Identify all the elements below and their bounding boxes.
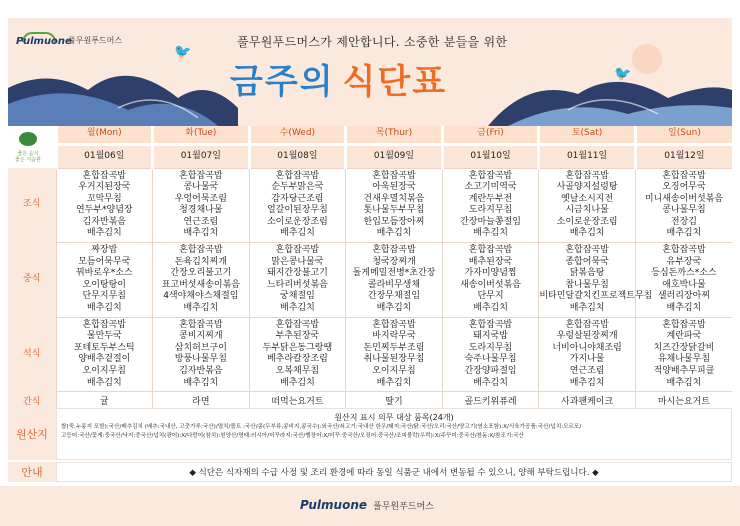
snack-cell: 마시는요거트 — [635, 392, 732, 414]
menu-cell — [153, 243, 250, 318]
menu-item: 닭볶음탕 — [569, 268, 605, 279]
menu-item: 돈육김치찌개 — [174, 256, 227, 267]
menu-item: 참나물무침 — [565, 279, 609, 290]
menu-item: 배추김치 — [376, 303, 412, 314]
menu-item: 혼합잡곡밥 — [662, 170, 706, 181]
day-header: 일(Sun) — [635, 126, 732, 144]
pulmuone-logo-icon: Pulmuone — [16, 32, 60, 48]
meal-row — [8, 317, 732, 392]
menu-cell — [249, 168, 346, 243]
brand-logo — [16, 32, 122, 48]
meal-icon-cell — [8, 126, 56, 168]
menu-item: 삼치허브구이 — [174, 342, 227, 353]
menu-cell — [442, 168, 539, 243]
day-header: 수(Wed) — [249, 126, 346, 144]
menu-item: 배추김치 — [569, 303, 605, 314]
date-header: 01월10일 — [442, 144, 539, 168]
origin-line: 쌀(죽,누룽지 포함):국산/배추김치 (배추:국내산, 고춧가루:국산)/멸치/볼트 :국산/콩(두부류,콩비지,콩국수):외국산/쇠고기:국내산 한우/돼지:국산/닭:국산/오리:국산/양고기(염소포함):X/식육가공품:국산/넙치:모르포/ — [61, 424, 582, 430]
menu-item: 우거지된장국 — [78, 182, 131, 193]
day-header: 금(Fri) — [442, 126, 539, 144]
menu-item: 혼합잡곡밥 — [179, 245, 223, 256]
menu-item: 꿔바로우*소스 — [75, 268, 133, 279]
menu-item: 콩나물국 — [183, 182, 219, 193]
menu-item: 배추김치 — [376, 228, 412, 239]
menu-item: 우렁살된장찌개 — [556, 331, 618, 342]
menu-item: 취나물된장무침 — [363, 354, 425, 365]
menu-item: 샐러리장아찌 — [657, 291, 711, 302]
notice-text: ◆ 식단은 식자재의 수급 사정 및 조리 환경에 따라 동일 식품군 내에서 변동될 수 있으니, 양해 부탁드립니다. ◆ — [56, 462, 732, 482]
snack-label: 간식 — [8, 392, 56, 414]
menu-cell — [539, 317, 636, 392]
menu-item: 배추김치 — [183, 303, 219, 314]
menu-item: 배추김치 — [473, 228, 508, 239]
menu-item: 표고버섯새송이볶음 — [161, 279, 240, 290]
menu-item: 혼합잡곡밥 — [82, 319, 127, 330]
menu-item: 혼합잡곡밥 — [179, 319, 223, 330]
menu-item: 배추김치 — [376, 377, 412, 388]
origin-title: 원산지 표시 의무 대상 품목(24개) — [334, 413, 454, 422]
footer-logo — [300, 498, 434, 512]
menu-cell — [635, 243, 732, 318]
menu-item: 혼합잡곡밥 — [468, 245, 513, 256]
magpie-icon: 🐦 — [174, 44, 192, 60]
menu-item: 유부장국 — [666, 256, 702, 267]
menu-cell — [539, 243, 653, 318]
menu-item: 짜장밥 — [91, 245, 118, 256]
menu-item: 미니새송이버섯볶음 — [644, 193, 724, 204]
date-header: 01월09일 — [346, 144, 443, 168]
meal-label: 중식 — [8, 243, 56, 318]
menu-item: 배추김치 — [666, 228, 702, 239]
menu-cell — [539, 168, 636, 243]
menu-item: 양배추겉절이 — [78, 354, 131, 365]
origin-body — [56, 408, 732, 460]
notice-section — [8, 462, 732, 482]
menu-item: 돈민찌두부조림 — [363, 342, 425, 353]
menu-cell — [346, 168, 443, 243]
menu-item: 감자당근조림 — [271, 193, 324, 204]
menu-item: 가자미양념찜 — [464, 268, 517, 279]
menu-item: 오이지무침 — [372, 366, 416, 376]
menu-item: 돼지국밥 — [473, 331, 508, 342]
menu-item: 배추김치 — [280, 377, 315, 388]
brand-sub: 풀무원푸드머스 — [68, 35, 123, 45]
bowl-icon: 좋은 음식 좋은 식습관 — [8, 130, 48, 164]
menu-item: 부추된장국 — [275, 331, 320, 342]
menu-item: 김자반볶음 — [82, 216, 127, 227]
date-header: 01월08일 — [249, 144, 346, 168]
menu-item: 종합어묵국 — [565, 256, 609, 267]
menu-item: 혼합잡곡밥 — [662, 319, 706, 330]
menu-item: 연두부*양념장 — [75, 205, 133, 216]
meal-label: 석식 — [8, 317, 56, 392]
menu-cell — [635, 168, 732, 243]
menu-item: 너비아니야채조림 — [552, 342, 622, 353]
menu-cell — [635, 317, 732, 392]
date-header: 01월06일 — [56, 144, 153, 168]
menu-item: 돼지간장불고기 — [266, 268, 328, 279]
snack-cell: 라면 — [153, 392, 250, 414]
menu-item: 배추김치 — [280, 303, 315, 314]
footer-brand-sub: 풀무원푸드머스 — [373, 501, 434, 512]
menu-item: 콩나물무침 — [662, 205, 706, 216]
menu-item: 도라지무침 — [468, 342, 513, 353]
menu-item: 치즈간장닭갈비 — [653, 342, 715, 353]
menu-item: 혼합잡곡밥 — [372, 170, 416, 181]
menu-item: 혼합잡곡밥 — [372, 245, 416, 256]
menu-item: 사골양지설렁탕 — [556, 182, 618, 193]
menu-cell — [442, 243, 539, 318]
notice-label: 안내 — [8, 462, 56, 482]
menu-item: 혼합잡곡밥 — [82, 170, 127, 181]
menu-item: 새송이버섯볶음 — [460, 279, 521, 290]
menu-item: 김자반볶음 — [179, 366, 223, 376]
menu-item: 방풍나물무침 — [174, 354, 227, 365]
day-header: 토(Sat) — [539, 126, 636, 144]
menu-cell — [346, 243, 443, 318]
menu-item: 배추김치 — [183, 377, 219, 388]
magpie-icon: 🐦 — [614, 66, 632, 82]
date-header: 01월12일 — [635, 144, 732, 168]
menu-item: 혼합잡곡밥 — [662, 245, 706, 256]
menu-item: 계란두부전 — [468, 193, 513, 204]
menu-item: 오이탕탕이 — [82, 279, 127, 290]
menu-item: 돌게메밀전병*초간장 — [352, 268, 436, 279]
menu-item: 우엉어묵조림 — [174, 193, 227, 204]
menu-item: 배추김치 — [473, 303, 508, 314]
menu-item: 연근조림 — [569, 366, 605, 376]
footer — [0, 486, 740, 526]
header-banner — [8, 18, 732, 126]
menu-item: 혼합잡곡밥 — [275, 319, 320, 330]
menu-item: 비타민달걀치킨프로젝트무침 — [539, 291, 653, 302]
menu-item: 두부닭은동그랑땡 — [262, 342, 333, 353]
menu-item: 건새우멸치볶음 — [363, 193, 425, 204]
menu-item: 배추김치 — [183, 228, 219, 239]
menu-cell — [56, 168, 153, 243]
menu-item: 소고기미역국 — [464, 182, 517, 193]
snack-cell: 귤 — [56, 392, 153, 414]
menu-item: 혼합잡곡밥 — [565, 319, 609, 330]
menu-item: 혼합잡곡밥 — [565, 245, 609, 256]
menu-item: 배추김치 — [280, 228, 315, 239]
menu-item: 애호박나물 — [662, 279, 706, 290]
snack-cell: 딸기 — [346, 392, 443, 414]
menu-item: 4색야채야스채절임 — [163, 291, 239, 302]
menu-cell — [56, 243, 153, 318]
snack-cell: 떠먹는요거트 — [249, 392, 346, 414]
date-header: 01월11일 — [539, 144, 636, 168]
menu-cell — [442, 317, 539, 392]
menu-item: 전장김 — [670, 216, 697, 227]
menu-item: 오징어무국 — [662, 182, 706, 193]
menu-item: 혼합잡곡밥 — [179, 170, 223, 181]
origin-label: 원산지 — [8, 408, 56, 460]
menu-item: 간장양파절임 — [464, 366, 517, 376]
header-subtitle: 풀무원푸드머스가 제안합니다. 소중한 분들을 위한 — [237, 35, 508, 49]
menu-item: 등심돈까스*소스 — [651, 268, 717, 279]
meal-row — [8, 168, 732, 243]
menu-cell — [249, 243, 346, 318]
menu-item: 배추김치 — [666, 377, 702, 388]
menu-item: 얼갈이된장무침 — [266, 205, 328, 216]
menu-item: 혼합잡곡밥 — [372, 319, 416, 330]
sun-decoration — [632, 44, 662, 74]
menu-item: 베추라칼장조림 — [266, 354, 328, 365]
menu-item: 혼합잡곡밥 — [468, 170, 513, 181]
page-title: 금주의 식단표 — [230, 62, 448, 102]
menu-item: 유채나물무침 — [657, 354, 711, 365]
menu-item: 청국장찌개 — [372, 256, 416, 267]
snack-cell: 사과팬케이크 — [539, 392, 636, 414]
menu-item: 혼합잡곡밥 — [468, 319, 513, 330]
footer-brand: Pulmuone — [300, 498, 367, 512]
day-header: 화(Tue) — [153, 126, 250, 144]
menu-item: 간장마늘쫑절임 — [460, 216, 521, 227]
menu-cell — [249, 317, 346, 392]
menu-item: 소이로운장조림 — [556, 216, 618, 227]
menu-item: 배추김치 — [569, 228, 605, 239]
menu-item: 연근조림 — [183, 216, 219, 227]
snack-cell: 골드키위퓨레 — [442, 392, 539, 414]
menu-item: 느타리버섯볶음 — [266, 279, 328, 290]
menu-table — [8, 126, 732, 414]
menu-item: 오이지무침 — [82, 366, 127, 376]
menu-item: 단무지 — [477, 291, 504, 302]
menu-item: 물만두국 — [86, 331, 122, 342]
menu-cell — [153, 317, 250, 392]
menu-cell — [153, 168, 250, 243]
menu-item: 한입모듬장아찌 — [363, 216, 425, 227]
menu-item: 배추김치 — [569, 377, 605, 388]
menu-item: 모듬어묵무국 — [78, 256, 131, 267]
menu-item: 시금치나물 — [565, 205, 609, 216]
menu-item: 톳나물두부무침 — [363, 205, 425, 216]
menu-item: 꼬막무침 — [86, 193, 122, 204]
menu-item: 적양배추무피클 — [653, 366, 715, 376]
day-header: 목(Thur) — [346, 126, 443, 144]
menu-item: 바지락무국 — [372, 331, 416, 342]
menu-item: 맑은콩나물국 — [271, 256, 324, 267]
menu-item: 배추김치 — [86, 303, 122, 314]
menu-item: 숙주나물무침 — [464, 354, 517, 365]
date-header: 01월07일 — [153, 144, 250, 168]
menu-item: 간장오리불고기 — [170, 268, 232, 279]
menu-item: 혼합잡곡밥 — [275, 245, 320, 256]
menu-item: 혼합잡곡밥 — [275, 170, 320, 181]
menu-item: 오복채무침 — [275, 366, 320, 376]
menu-item: 콩비지찌개 — [179, 331, 223, 342]
menu-item: 궁채절임 — [280, 291, 315, 302]
menu-item: 옛날소시지전 — [561, 193, 614, 204]
meal-label: 조식 — [8, 168, 56, 243]
menu-item: 순두부맑은국 — [271, 182, 324, 193]
menu-item: 가지나물 — [569, 354, 605, 365]
menu-item: 배추김치 — [86, 228, 122, 239]
menu-item: 배추된장국 — [468, 256, 513, 267]
meal-row — [8, 243, 732, 318]
origin-section — [8, 408, 732, 460]
menu-item: 소이로운장조림 — [266, 216, 328, 227]
origin-line: 고등어:국산/꽃게:중국산/낙지:중국산/넙치(광어):X/다랑어(참치):원양산/명태:러시아/미꾸라지:국산/뱀장어:X/미꾸:중국산/오징어:중국산/조피볼락(우럭):X/주꾸미:중국산/참돔:X/참조기:국산 — [61, 432, 524, 439]
day-header: 월(Mon) — [56, 126, 153, 144]
menu-item: 포테토두부스틱 — [73, 342, 135, 353]
menu-item: 배추김치 — [86, 377, 122, 388]
menu-item: 간장무채절임 — [367, 291, 421, 302]
menu-cell — [56, 317, 153, 392]
menu-item: 계란파국 — [666, 331, 702, 342]
menu-item: 배추김치 — [666, 303, 702, 314]
menu-item: 청경채나물 — [179, 205, 223, 216]
menu-item: 아욱된장국 — [372, 182, 416, 193]
menu-cell — [346, 317, 443, 392]
menu-item: 콜라비무생채 — [367, 279, 421, 290]
menu-item: 단무지무침 — [82, 291, 127, 302]
menu-item: 도라지무침 — [468, 205, 513, 216]
menu-item: 혼합잡곡밥 — [565, 170, 609, 181]
menu-item: 배추김치 — [473, 377, 508, 388]
